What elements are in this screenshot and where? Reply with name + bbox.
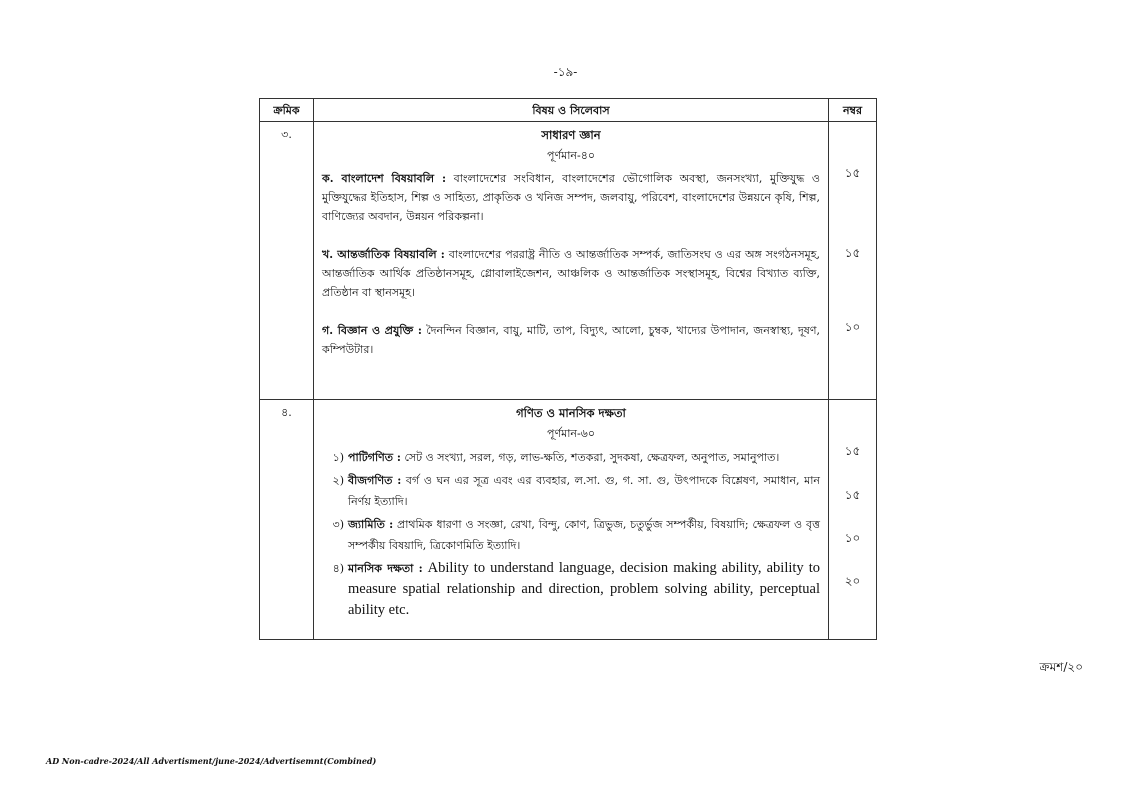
syllabus-table	[259, 98, 877, 640]
header-subject: বিষয় ও সিলেবাস	[314, 99, 829, 122]
item-heading: মানসিক দক্ষতা :	[348, 562, 423, 575]
item-text: বাংলাদেশের পররাষ্ট্র নীতি ও আন্তর্জাতিক সম্পর্ক, জাতিসংঘ ও এর অঙ্গ সংগঠনসমূহ, আন্তর্জাতিক আর্থিক প্রতিষ্ঠানসমূহ, গ্লোবালাইজেশন, আঞ্চলিক ও আন্তর্জাতিক সংস্থাসমূহ, বিশ্বের বিখ্যাত ব্যক্তি, প্রতিষ্ঠান বা স্থানসমূহ।	[322, 248, 820, 299]
table-header-row	[260, 99, 877, 122]
syllabus-item	[322, 169, 820, 226]
syllabus-item	[322, 447, 820, 468]
syllabus-item	[322, 514, 820, 556]
item-text: বাংলাদেশের সংবিধান, বাংলাদেশের ভৌগোলিক অবস্থা, জনসংখ্যা, মুক্তিযুদ্ধ ও মুক্তিযুদ্ধের ইতিহাস, শিল্প ও সাহিত্য, প্রাকৃতিক ও খনিজ সম্পদ, জলবায়ু, পরিবেশ, বাংলাদেশের উন্নয়নে কৃষি, শিল্প, বাণিজ্যের অবদান, উন্নয়ন পরিকল্পনা।	[322, 172, 820, 223]
item-marks: ২০	[844, 574, 861, 588]
item-index: ২)	[332, 474, 344, 487]
item-marks: ১৫	[844, 246, 861, 260]
footer-path: AD Non-cadre-2024/All Advertisment/june-2024/Advertisemnt(Combined)	[46, 756, 377, 766]
item-heading: বীজগণিত :	[348, 474, 402, 487]
section-title: সাধারণ জ্ঞান	[541, 128, 601, 142]
item-marks: ১০	[844, 531, 861, 545]
row-serial: ৪.	[260, 400, 314, 640]
syllabus-item	[322, 245, 820, 302]
row-serial: ৩.	[260, 122, 314, 400]
item-marks: ১৫	[844, 444, 861, 458]
item-heading: জ্যামিতি :	[348, 518, 394, 531]
syllabus-item	[322, 470, 820, 512]
item-marks: ১৫	[844, 488, 861, 502]
header-serial: ক্রমিক	[260, 99, 314, 122]
item-text: প্রাথমিক ধারণা ও সংজ্ঞা, রেখা, বিন্দু, কোণ, ত্রিভুজ, চতুর্ভুজ সম্পর্কীয়, বিষয়াদি; ক্ষেত্রফল ও বৃত্ত সম্পর্কীয় বিষয়াদি, ত্রিকোণমিতি ইত্যাদি।	[348, 518, 820, 552]
item-index: ১)	[332, 451, 344, 464]
item-text: দৈনন্দিন বিজ্ঞান, বায়ু, মাটি, তাপ, বিদ্যুৎ, আলো, চুম্বক, খাদ্যের উপাদান, জনস্বাস্থ্য, দূষণ, কম্পিউটার।	[322, 324, 821, 356]
full-marks: পূর্ণমান-৪০	[547, 149, 595, 162]
table-row-math-mental	[260, 400, 877, 640]
row-content	[314, 400, 829, 640]
item-heading: গ. বিজ্ঞান ও প্রযুক্তি :	[322, 324, 422, 337]
row-content	[314, 122, 829, 400]
item-marks: ১৫	[844, 166, 861, 180]
section-title: গণিত ও মানসিক দক্ষতা	[516, 406, 626, 420]
row-marks	[829, 400, 877, 640]
syllabus-item	[322, 321, 820, 359]
row-marks	[829, 122, 877, 400]
item-heading: পাটিগণিত :	[348, 451, 401, 464]
item-index: ৩)	[332, 518, 344, 531]
item-heading: ক. বাংলাদেশ বিষয়াবলি :	[322, 172, 447, 185]
item-heading: খ. আন্তর্জাতিক বিষয়াবলি :	[322, 248, 445, 261]
syllabus-item	[322, 558, 820, 621]
table-row-general-knowledge	[260, 122, 877, 400]
header-marks: নম্বর	[829, 99, 877, 122]
item-text: সেট ও সংখ্যা, সরল, গড়, লাভ-ক্ষতি, শতকরা, সুদকষা, ক্ষেত্রফল, অনুপাত, সমানুপাত।	[404, 451, 780, 464]
item-text: বর্গ ও ঘন এর সূত্র এবং এর ব্যবহার, ল.সা. গু, গ. সা. গু, উৎপাদকে বিশ্লেষণ, সমাধান, মান নির্ণয় ইত্যাদি।	[348, 474, 820, 508]
full-marks: পূর্ণমান-৬০	[546, 427, 595, 440]
item-index: ৪)	[332, 562, 344, 575]
page-number: -১৯-	[553, 65, 578, 79]
item-marks: ১০	[844, 320, 861, 334]
item-text: Ability to understand language, decision making ability, ability to measure spatial relationship and direction, problem solving ability, perceptual ability etc.	[348, 560, 821, 618]
continued-note: ক্রমশ/২০	[1039, 660, 1083, 674]
